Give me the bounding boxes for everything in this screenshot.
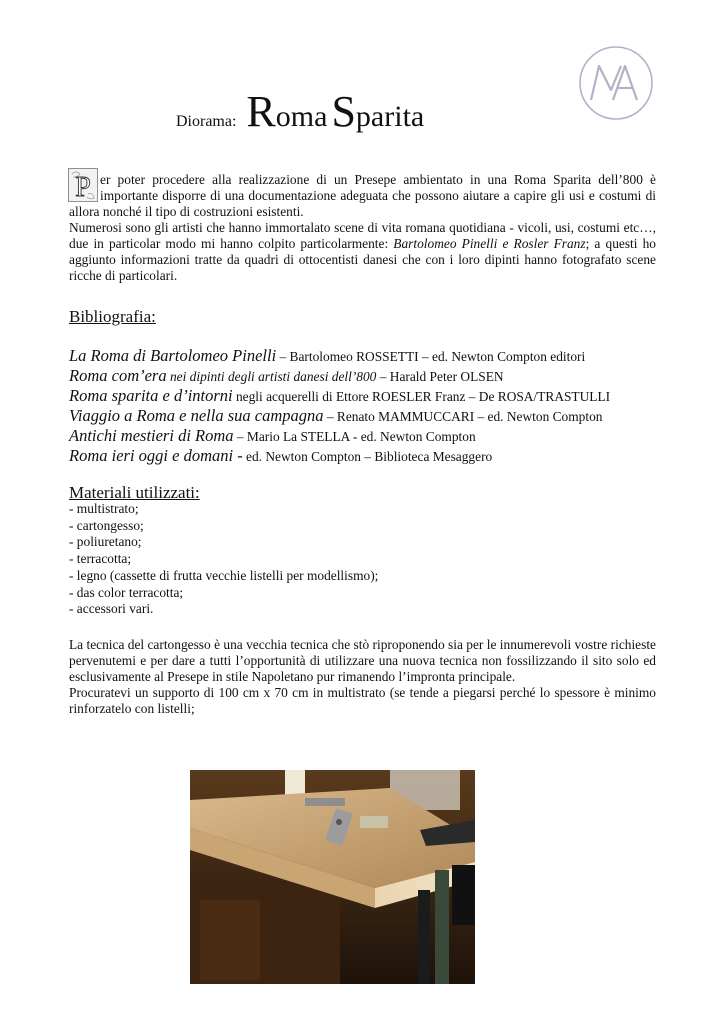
- title-initial-s: S: [331, 87, 356, 136]
- dropcap-letter: P: [75, 172, 91, 202]
- bib-title: Roma ieri oggi e domani -: [69, 446, 243, 465]
- tecnica-section: [69, 637, 656, 717]
- bib-item: [69, 366, 669, 386]
- intro-text-2-end: ; a questi ho aggiunto informazioni tratte da quadri di ottocentisti danesi che con i loro dipinti hanno fotografato scene ricche di particolari.: [69, 236, 656, 283]
- list-item: - legno (cassette di frutta vecchie listelli per modellismo);: [69, 567, 379, 583]
- bib-subtitle: nei dipinti degli artisti danesi dell’800: [166, 369, 377, 384]
- intro-section: [69, 172, 656, 284]
- list-item: - accessori vari.: [69, 601, 154, 617]
- bibliography-list: [69, 346, 669, 466]
- plywood-board-photo: [190, 770, 475, 984]
- materiali-heading: Materiali utilizzati:: [69, 483, 200, 502]
- bib-title: Roma sparita e d’intorni: [69, 386, 233, 405]
- bib-title: Antichi mestieri di Roma: [69, 426, 234, 445]
- list-item: - das color terracotta;: [69, 584, 184, 600]
- tecnica-paragraph-2: Procuratevi un supporto di 100 cm x 70 cm in multistrato (se tende a piegarsi perché lo spessore è minimo rinforzatelo con listelli;: [69, 685, 656, 716]
- list-item: - poliuretano;: [69, 534, 142, 550]
- bib-item: [69, 346, 669, 366]
- bib-item: [69, 386, 669, 406]
- bib-item: [69, 406, 669, 426]
- bibliografia-heading: Bibliografia:: [69, 307, 156, 326]
- tecnica-paragraph-1: La tecnica del cartongesso è una vecchia tecnica che stò riproponendo sia per le innumerevoli vostre richieste pervenutemi e per dare a tutti l’opportunità di utilizzare una nuova tecnica non fossilizzando il sito solo ed esclusivamente al Presepe in stile Napoletano pur rimanendo l’impronta principale.: [69, 637, 656, 684]
- bib-info: ed. Newton Compton – Biblioteca Mesaggero: [242, 449, 493, 464]
- intro-text-1: er poter procedere alla realizzazione di un Presepe ambientato in una Roma Sparita dell’800 è importante disporre di una documentazione adeguata che possono aiutare a capire gli usi e costumi di allora nonché il tipo di costruzioni esistenti.: [69, 172, 656, 219]
- intro-paragraph-2: [69, 220, 656, 284]
- title-rest-oma: oma: [275, 100, 328, 133]
- list-item: - terracotta;: [69, 551, 132, 567]
- bib-info: negli acquerelli di Ettore ROESLER Franz – De ROSA/TRASTULLI: [232, 389, 611, 404]
- page-title: [176, 87, 425, 136]
- intro-paragraph-1: [69, 172, 656, 220]
- bib-title: Roma com’era: [69, 366, 167, 385]
- title-initial-r: R: [246, 87, 276, 136]
- decorative-dropcap: [68, 168, 98, 202]
- bib-title: La Roma di Bartolomeo Pinelli: [69, 346, 277, 365]
- title-lead: Diorama:: [176, 113, 237, 130]
- bib-title: Viaggio a Roma e nella sua campagna: [69, 406, 324, 425]
- title-rest-parita: parita: [355, 100, 425, 133]
- list-item: - multistrato;: [69, 501, 139, 516]
- intro-text-2-start: Numerosi sono gli artisti che hanno immortalato scene di vita romana quotidiana - vicoli, usi, costumi etc…, due in particolar modo mi hanno colpito particolarmente:: [69, 220, 656, 251]
- intro-artists: Bartolomeo Pinelli e Rosler Franz: [393, 236, 586, 251]
- bib-item: [69, 426, 669, 446]
- materials-list: [69, 501, 378, 618]
- list-item: - cartongesso;: [69, 517, 144, 533]
- bib-info: – Renato MAMMUCCARI – ed. Newton Compton: [323, 409, 603, 424]
- bib-item: [69, 446, 669, 466]
- ma-monogram-logo: [577, 44, 655, 122]
- bib-info: – Mario La STELLA - ed. Newton Compton: [233, 429, 476, 444]
- bib-info: – Harald Peter OLSEN: [376, 369, 504, 384]
- bib-info: – Bartolomeo ROSSETTI – ed. Newton Compton editori: [276, 349, 586, 364]
